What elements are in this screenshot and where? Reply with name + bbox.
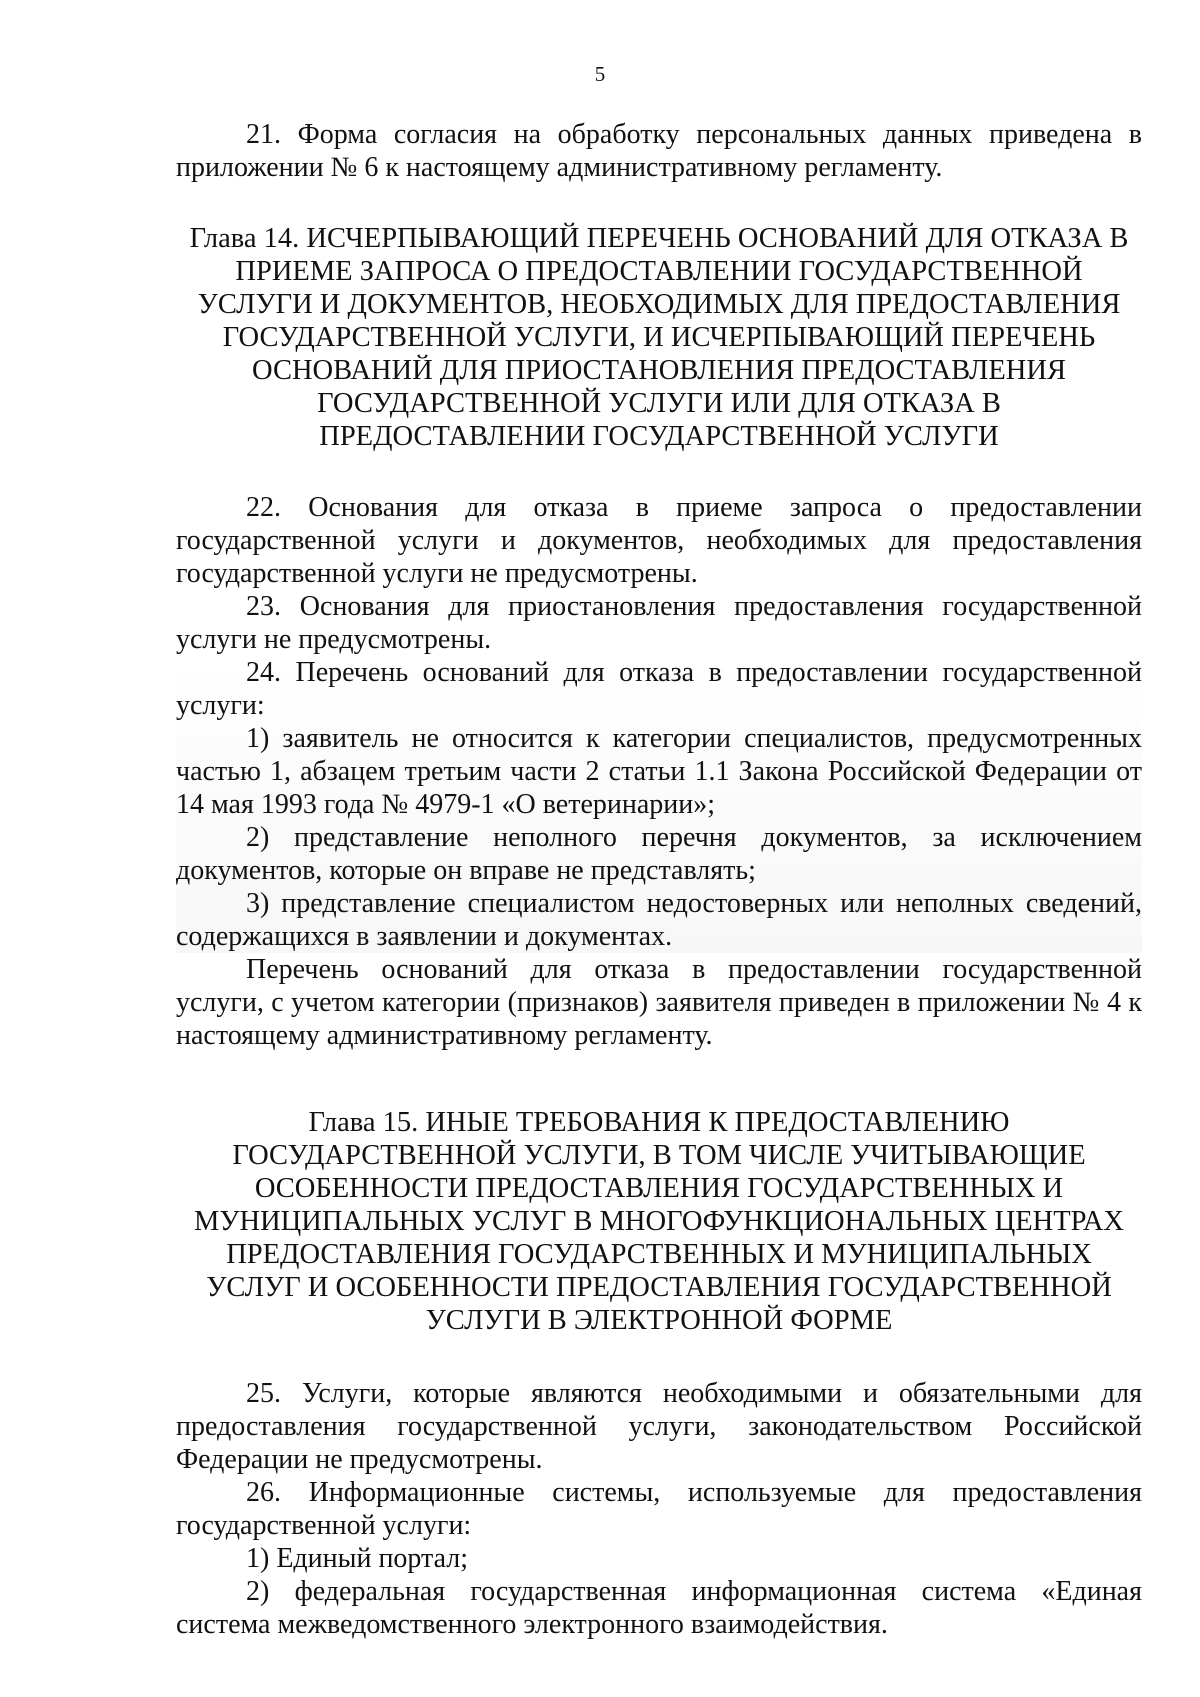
paragraph-24-item-3: 3) представление специалистом недостоверных или неполных сведений, содержащихся в заявлении и документах. <box>176 888 1142 952</box>
chapter-15-heading: Глава 15. ИНЫЕ ТРЕБОВАНИЯ К ПРЕДОСТАВЛЕНИЮ ГОСУДАРСТВЕННОЙ УСЛУГИ, В ТОМ ЧИСЛЕ УЧИТЫВАЮЩИЕ ОСОБЕННОСТИ ПРЕДОСТАВЛЕНИЯ ГОСУДАРСТВЕННЫХ И МУНИЦИПАЛЬНЫХ УСЛУГ В МНОГОФУНКЦИОНАЛЬНЫХ ЦЕНТРАХ ПРЕДОСТАВЛЕНИЯ ГОСУДАРСТВЕННЫХ И МУНИЦИПАЛЬНЫХ УСЛУГ И ОСОБЕННОСТИ ПРЕДОСТАВЛЕНИЯ ГОСУДАРСТВЕННОЙ УСЛУГИ В ЭЛЕКТРОННОЙ ФОРМЕ <box>194 1107 1124 1336</box>
chapter-14-heading: Глава 14. ИСЧЕРПЫВАЮЩИЙ ПЕРЕЧЕНЬ ОСНОВАНИЙ ДЛЯ ОТКАЗА В ПРИЕМЕ ЗАПРОСА О ПРЕДОСТАВЛЕНИИ ГОСУДАРСТВЕННОЙ УСЛУГИ И ДОКУМЕНТОВ, НЕОБХОДИМЫХ ДЛЯ ПРЕДОСТАВЛЕНИЯ ГОСУДАРСТВЕННОЙ УСЛУГИ, И ИСЧЕРПЫВАЮЩИЙ ПЕРЕЧЕНЬ ОСНОВАНИЙ ДЛЯ ПРИОСТАНОВЛЕНИЯ ПРЕДОСТАВЛЕНИЯ ГОСУДАРСТВЕННОЙ УСЛУГИ ИЛИ ДЛЯ ОТКАЗА В ПРЕДОСТАВЛЕНИИ ГОСУДАРСТВЕННОЙ УСЛУГИ <box>189 223 1129 452</box>
paragraph-25: 25. Услуги, которые являются необходимыми и обязательными для предоставления государственной услуги, законодательством Российской Федерации не предусмотрены. <box>176 1378 1142 1475</box>
paragraph-24-item-1: 1) заявитель не относится к категории специалистов, предусмотренных частью 1, абзацем третьим части 2 статьи 1.1 Закона Российской Федерации от 14 мая 1993 года № 4979-1 «О ветеринарии»; <box>176 723 1142 820</box>
paragraph-24: 24. Перечень оснований для отказа в предоставлении государственной услуги: <box>176 657 1142 721</box>
paragraph-26-item-2: 2) федеральная государственная информационная система «Единая система межведомственного электронного взаимодействия. <box>176 1576 1142 1640</box>
paragraph-23: 23. Основания для приостановления предоставления государственной услуги не предусмотрены. <box>176 591 1142 655</box>
page-number: 5 <box>594 62 606 86</box>
paragraph-26: 26. Информационные системы, используемые для предоставления государственной услуги: <box>176 1477 1142 1541</box>
paragraph-21: 21. Форма согласия на обработку персональных данных приведена в приложении № 6 к настоящему административному регламенту. <box>176 119 1142 183</box>
highlighted-block <box>176 656 1142 953</box>
document-body <box>176 118 1142 1641</box>
paragraph-26-item-1: 1) Единый портал; <box>246 1543 469 1574</box>
paragraph-22: 22. Основания для отказа в приеме запроса о предоставлении государственной услуги и документов, необходимых для предоставления государственной услуги не предусмотрены. <box>176 492 1142 589</box>
paragraph-24-item-2: 2) представление неполного перечня документов, за исключением документов, которые он вправе не представлять; <box>176 822 1142 886</box>
paragraph-24-note: Перечень оснований для отказа в предоставлении государственной услуги, с учетом категории (признаков) заявителя приведен в приложении № 4 к настоящему административному регламенту. <box>176 954 1142 1051</box>
